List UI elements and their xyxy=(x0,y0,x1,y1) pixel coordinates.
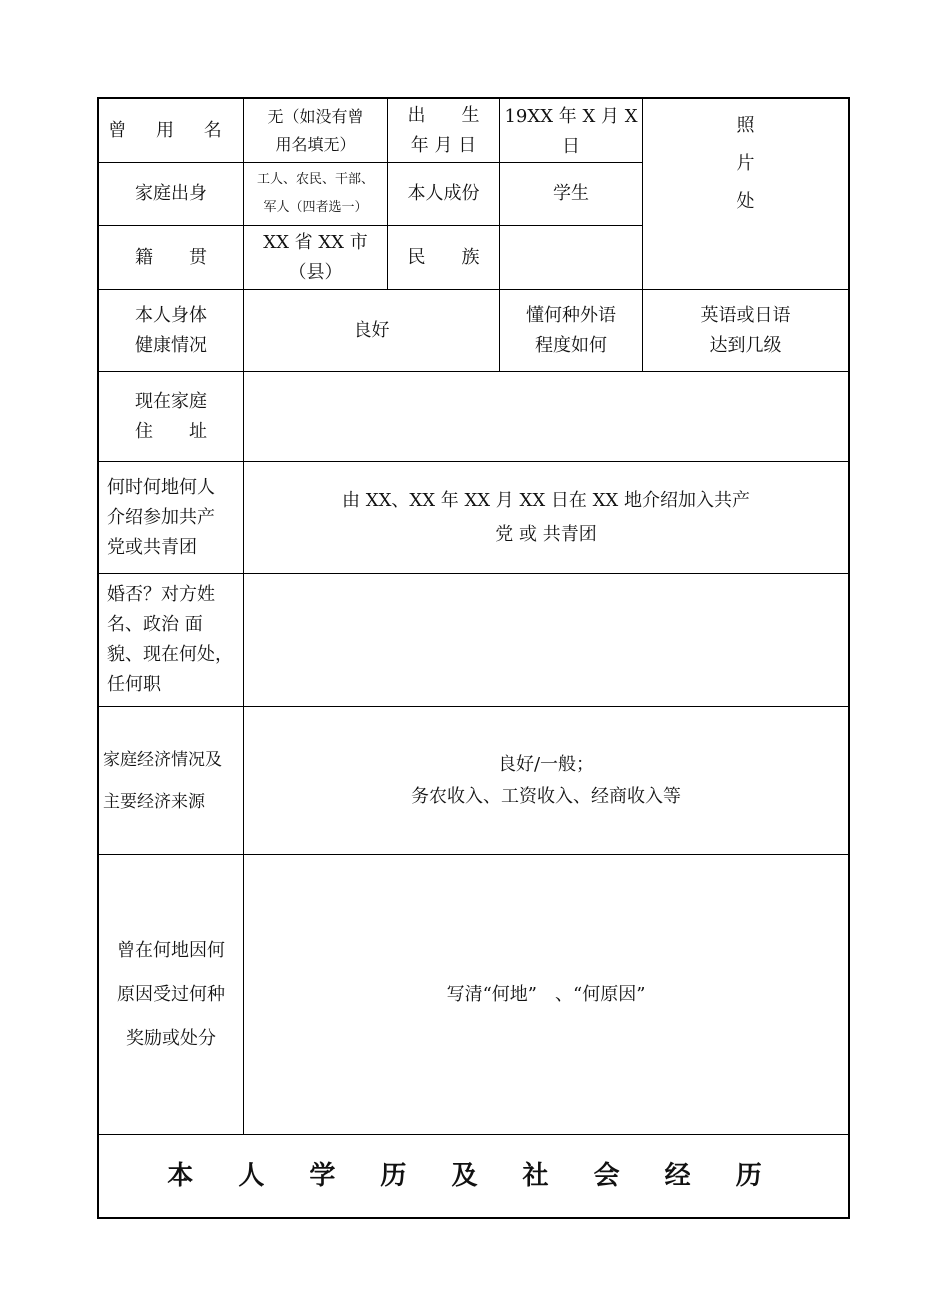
address-label xyxy=(99,372,243,461)
text-line: 家庭经济情况及 xyxy=(103,749,222,770)
text-line: 片 xyxy=(736,153,755,174)
text-line: 貌、现在何处， xyxy=(107,644,233,665)
ethnicity-value xyxy=(500,226,642,289)
text-line: 英语或日语 xyxy=(700,304,791,326)
text-line: 党或共青团 xyxy=(107,536,197,558)
native-place-label: 籍 贯 xyxy=(135,246,207,268)
party-label xyxy=(99,462,243,573)
text-line: 党 或 共青团 xyxy=(495,523,597,545)
section-title: 本 人 学 历 及 社 会 经 历 xyxy=(167,1161,780,1191)
text-line: 奖励或处分 xyxy=(126,1027,216,1049)
former-name-label: 曾 用 名 xyxy=(108,119,234,141)
birth-date-label xyxy=(388,99,499,162)
text-line: 介绍参加共产 xyxy=(107,506,215,528)
text-line: 工人、农民、干部、 xyxy=(256,172,374,187)
self-status-value: 学生 xyxy=(553,183,589,204)
text-line: 原因受过何种 xyxy=(117,983,225,1005)
family-origin-label: 家庭出身 xyxy=(135,183,207,204)
health-label xyxy=(99,290,243,371)
award-value: 写清“何地” 、“何原因” xyxy=(446,983,646,1005)
text-line: 现在家庭 xyxy=(135,390,207,412)
text-line: XX 省 XX 市 xyxy=(263,231,368,253)
text-line: 达到几级 xyxy=(709,334,782,356)
language-label xyxy=(500,290,642,371)
marriage-label xyxy=(99,574,243,706)
photo-area xyxy=(643,99,848,289)
text-line: 懂何种外语 xyxy=(526,304,616,326)
text-line: 主要经济来源 xyxy=(103,791,205,812)
family-origin-value xyxy=(244,163,387,225)
text-line: 用名填无） xyxy=(275,134,356,154)
party-value xyxy=(244,462,848,573)
table-border-right xyxy=(848,97,850,1219)
ethnicity-label: 民 族 xyxy=(407,246,480,268)
text-line: 处 xyxy=(736,191,755,212)
economy-value xyxy=(244,707,848,854)
text-line: 无（如没有曾 xyxy=(267,106,364,126)
self-status-label: 本人成份 xyxy=(407,183,480,204)
native-place-value xyxy=(244,226,387,289)
marriage-value xyxy=(244,574,848,706)
text-line: 婚否？对方姓 xyxy=(107,584,215,605)
text-line: 19XX 年 X 月 X xyxy=(504,106,638,127)
text-line: （县） xyxy=(288,261,343,283)
text-line: 年 月 日 xyxy=(410,134,477,156)
text-line: 本人身体 xyxy=(135,304,207,326)
text-line: 名、政治 面 xyxy=(107,614,203,635)
award-label xyxy=(99,855,243,1134)
text-line: 曾在何地因何 xyxy=(117,939,225,961)
health-value: 良好 xyxy=(353,319,390,341)
text-line: 务农收入、工资收入、经商收入等 xyxy=(411,785,681,807)
birth-date-value xyxy=(500,99,642,162)
text-line: 由 XX、XX 年 XX 月 XX 日在 XX 地介绍加入共产 xyxy=(342,489,750,511)
text-line: 良好/一般； xyxy=(497,753,595,775)
text-line: 住 址 xyxy=(135,420,207,442)
text-line: 任何职 xyxy=(107,674,161,695)
language-value xyxy=(643,290,848,371)
text-line: 军人（四者选一） xyxy=(263,200,368,215)
text-line: 出 生 xyxy=(407,104,480,126)
table-border-bottom xyxy=(97,1217,850,1219)
text-line: 照 xyxy=(736,115,755,136)
text-line: 程度如何 xyxy=(535,334,607,356)
text-line: 健康情况 xyxy=(135,334,207,356)
former-name-value xyxy=(244,99,387,162)
address-value xyxy=(244,372,848,461)
text-line: 日 xyxy=(562,136,580,157)
text-line: 何时何地何人 xyxy=(107,476,215,498)
economy-label xyxy=(99,707,243,854)
